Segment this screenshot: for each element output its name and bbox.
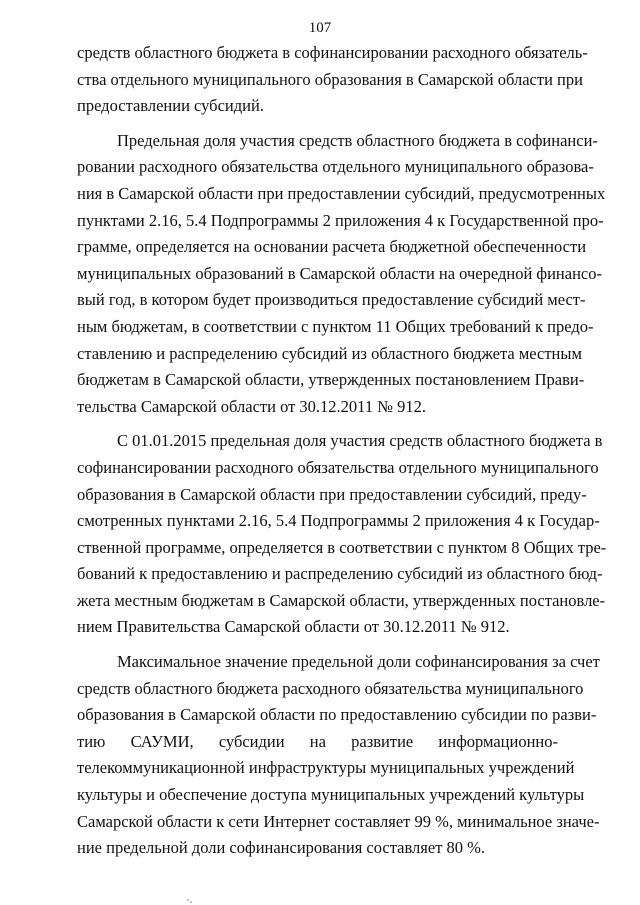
paragraph-2 — [77, 128, 606, 421]
text-line: грамме, определяется на основании расчета бюджетной обеспеченности — [77, 237, 587, 257]
text-line: ставлению и распределению субсидий из областного бюджета местным — [77, 343, 582, 363]
paragraph-4 — [77, 649, 600, 862]
text-line: муниципальных образований в Самарской области на очередной финансо- — [77, 263, 602, 283]
text-line: бований к предоставлению и распределению субсидий из областного бюд- — [77, 564, 603, 584]
text-line: пунктами 2.16, 5.4 Подпрограммы 2 приложения 4 к Государственной про- — [77, 210, 604, 230]
text-line: Максимальное значение предельной доли софинансирования за счет — [117, 652, 600, 672]
text-line: ства отдельного муниципального образования в Самарской области при — [77, 69, 583, 89]
text-line: культуры и обеспечение доступа муниципальных учреждений культуры — [77, 785, 585, 805]
text-line: вый год, в котором будет производиться предоставление субсидий мест- — [77, 290, 586, 310]
text-line: софинансировании расходного обязательства отдельного муниципального — [77, 457, 599, 477]
text-line: ровании расходного обязательства отдельного муниципального образова- — [77, 157, 594, 177]
text-line: нием Правительства Самарской области от 30.12.2011 № 912. — [77, 617, 510, 637]
text-line: смотренных пунктами 2.16, 5.4 Подпрограммы 2 приложения 4 к Государ- — [77, 511, 600, 531]
text-line: ственной программе, определяется в соответствии с пунктом 8 Общих тре- — [77, 537, 607, 557]
scan-speck — [190, 901, 192, 903]
scan-speck — [187, 899, 189, 901]
page-number: 107 — [308, 20, 332, 36]
text-line: жета местным бюджетам в Самарской области, утвержденных постановле- — [77, 590, 606, 610]
text-line: Предельная доля участия средств областного бюджета в софинанси- — [117, 130, 598, 150]
paragraph-1 — [77, 40, 588, 120]
text-line: средств областного бюджета расходного обязательства муниципального — [77, 678, 584, 698]
text-line: ние предельной доли софинансирования составляет 80 %. — [77, 838, 486, 858]
text-line: тельства Самарской области от 30.12.2011 № 912. — [77, 396, 426, 416]
text-line: ния в Самарской области при предоставлении субсидий, предусмотренных — [77, 183, 606, 203]
paragraph-3 — [77, 428, 607, 641]
text-line: ным бюджетам, в соответствии с пунктом 11 Общих требований к предо- — [77, 316, 594, 336]
text-line: телекоммуникационной инфраструктуры муниципальных учреждений — [77, 758, 575, 778]
text-line: предоставлении субсидий. — [77, 96, 264, 116]
document-body — [77, 40, 607, 870]
text-line: бюджетам в Самарской области, утвержденных постановлением Прави- — [77, 370, 585, 390]
text-line: образования в Самарской области при предоставлении субсидий, преду- — [77, 484, 587, 504]
text-line: Самарской области к сети Интернет составляет 99 %, минимальное значе- — [77, 811, 600, 831]
text-line: средств областного бюджета в софинансировании расходного обязатель- — [77, 43, 588, 62]
text-line: образования в Самарской области по предоставлению субсидии по разви- — [77, 705, 597, 725]
text-line: тию САУМИ, субсидии на развитие информационно- — [77, 731, 558, 751]
text-line: С 01.01.2015 предельная доля участия средств областного бюджета в — [117, 431, 603, 451]
